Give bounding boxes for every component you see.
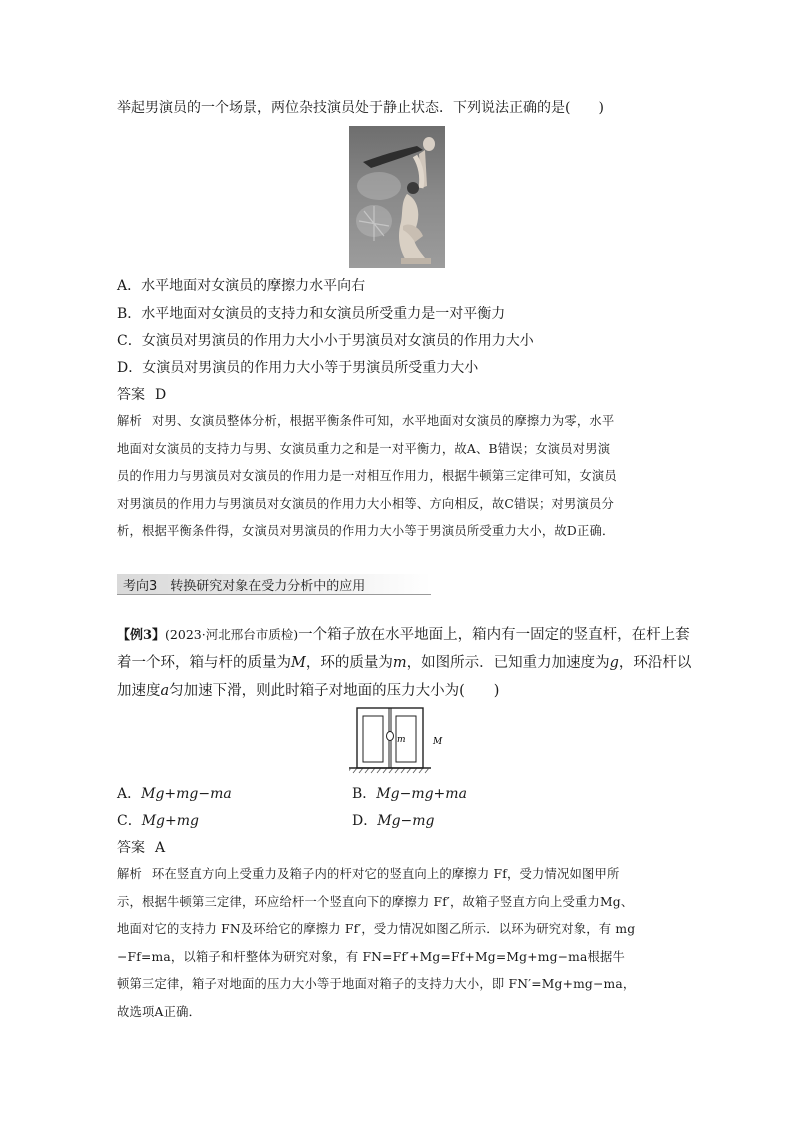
analysis-line: 顿第三定律，箱子对地面的压力大小等于地面对箱子的支持力大小，即 FN′=Mg+mg−ma， xyxy=(117,977,636,991)
example-source: (2023·河北邢台市质检) xyxy=(165,627,299,642)
analysis-line: 解析 环在竖直方向上受重力及箱子内的杆对它的竖直向上的摩擦力 Ff，受力情况如图甲所 xyxy=(117,867,620,881)
option-c: C．Mg+mg xyxy=(117,813,199,829)
question-stem-tail: 举起男演员的一个场景，两位杂技演员处于静止状态．下列说法正确的是( ) xyxy=(117,100,604,116)
analysis-block xyxy=(117,861,682,1026)
analysis-line: 地面对它的支持力 FN及环给它的摩擦力 Ff′，受力情况如图乙所示．以环为研究对象，有 mg xyxy=(117,922,636,936)
example-tag: 【例3】 xyxy=(117,628,166,643)
answer-label: 答案 xyxy=(117,387,145,403)
answer-value: A xyxy=(155,840,166,856)
analysis-line: 示，根据牛顿第三定律，环应给杆一个竖直向下的摩擦力 Ff′，故箱子竖直方向上受重力Mg、 xyxy=(117,894,634,909)
section-heading xyxy=(117,574,431,595)
example-stem-line-1: 【例3】(2023·河北邢台市质检)一个箱子放在水平地面上，箱内有一固定的竖直杆，在杆上套 xyxy=(117,627,690,643)
option-b: B．Mg−mg+ma xyxy=(352,786,467,802)
answer-row xyxy=(117,838,165,858)
analysis-line: 地面对女演员的支持力与男、女演员重力之和是一对平衡力，故A、B错误；女演员对男演 xyxy=(117,441,611,456)
ring-mass-label: m xyxy=(397,735,406,745)
analysis-line: 析，根据平衡条件得，女演员对男演员的作用力大小等于男演员所受重力大小，故D正确． xyxy=(117,524,615,538)
analysis-label: 解析 xyxy=(117,414,142,428)
analysis-line: 对男演员的作用力与男演员对女演员的作用力大小相等、方向相反，故C错误；对男演员分 xyxy=(117,496,614,511)
answer-row xyxy=(117,385,166,405)
analysis-line: 员的作用力与男演员对女演员的作用力是一对相互作用力，根据牛顿第三定律可知，女演员 xyxy=(117,469,617,483)
analysis-line: 解析 对男、女演员整体分析，根据平衡条件可知，水平地面对女演员的摩擦力为零，水平 xyxy=(117,414,615,428)
analysis-block xyxy=(117,408,682,546)
option-a: A．Mg+mg−ma xyxy=(117,786,232,802)
box-rod-ring-diagram xyxy=(349,706,449,774)
answer-label: 答案 xyxy=(117,840,145,856)
option-c: C．女演员对男演员的作用力大小小于男演员对女演员的作用力大小 xyxy=(117,333,534,349)
option-d: D．女演员对男演员的作用力大小等于男演员所受重力大小 xyxy=(117,360,479,376)
section-heading-text: 考向3 转换研究对象在受力分析中的应用 xyxy=(123,579,366,594)
option-d: D．Mg−mg xyxy=(352,813,435,829)
analysis-line: 故选项A正确． xyxy=(117,1004,202,1019)
analysis-line: −Ff=ma，以箱子和杆整体为研究对象，有 FN=Ff′+Mg=Ff+Mg=Mg+mg−ma根据牛 xyxy=(117,949,626,964)
option-b: B．水平地面对女演员的支持力和女演员所受重力是一对平衡力 xyxy=(117,306,506,322)
option-a: A．水平地面对女演员的摩擦力水平向右 xyxy=(117,278,366,294)
acrobat-photo xyxy=(349,126,445,268)
answer-value: D xyxy=(155,387,167,403)
analysis-label: 解析 xyxy=(117,867,142,881)
example-stem-line-3: 加速度a匀加速下滑，则此时箱子对地面的压力大小为( ) xyxy=(117,683,500,699)
example-stem-line-2: 着一个环，箱与杆的质量为M，环的质量为m，如图所示．已知重力加速度为g，环沿杆以 xyxy=(117,655,692,671)
box-mass-label: M xyxy=(433,737,443,747)
